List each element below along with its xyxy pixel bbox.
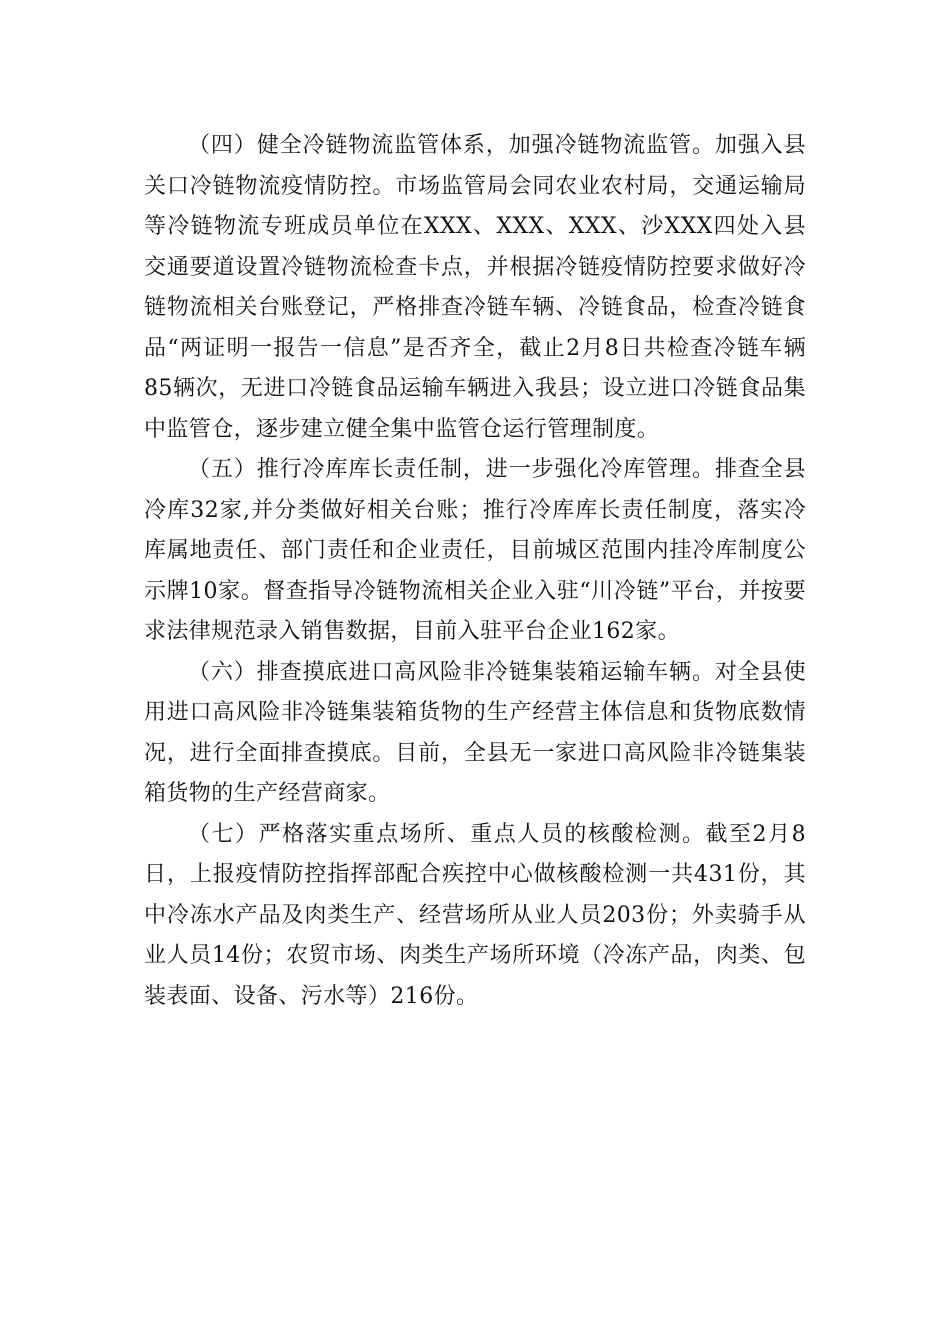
paragraph-cold-chain-supervision: （四）健全冷链物流监管体系，加强冷链物流监管。加强入县关口冷链物流疫情防控。市场监管局会同农业农村局，交通运输局等冷链物流专班成员单位在XXX、XXX、XXX、沙XXX四处入县交通要道设置冷链物流检查卡点，并根据冷链疫情防控要求做好冷链物流相关台账登记，严格排查冷链车辆、冷链食品，检查冷链食品“两证明一报告一信息”是否齐全，截止2月8日共检查冷链车辆85辆次，无进口冷链食品运输车辆进入我县；设立进口冷链食品集中监管仓，逐步建立健全集中监管仓运行管理制度。 — [144, 133, 806, 442]
paragraph-cold-storage-manager: （五）推行冷库库长责任制，进一步强化冷库管理。排查全县冷库32家,并分类做好相关台账；推行冷库库长责任制度，落实冷库属地责任、部门责任和企业责任，目前城区范围内挂冷库制度公示牌10家。督查指导冷链物流相关企业入驻“川冷链”平台，并按要求法律规范录入销售数据，目前入驻平台企业162家。 — [144, 457, 806, 644]
paragraph-nucleic-acid-testing: （七）严格落实重点场所、重点人员的核酸检测。截至2月8日，上报疫情防控指挥部配合疾控中心做核酸检测一共431份，其中冷冻水产品及肉类生产、经营场所从业人员203份；外卖骑手从业人员14份；农贸市场、肉类生产场所环境（冷冻产品，肉类、包装表面、设备、污水等）216份。 — [144, 821, 806, 1009]
document-body — [144, 126, 806, 1017]
paragraph-high-risk-container: （六）排查摸底进口高风险非冷链集装箱运输车辆。对全县使用进口高风险非冷链集装箱货物的生产经营主体信息和货物底数情况，进行全面排查摸底。目前，全县无一家进口高风险非冷链集装箱货物的生产经营商家。 — [144, 659, 806, 806]
